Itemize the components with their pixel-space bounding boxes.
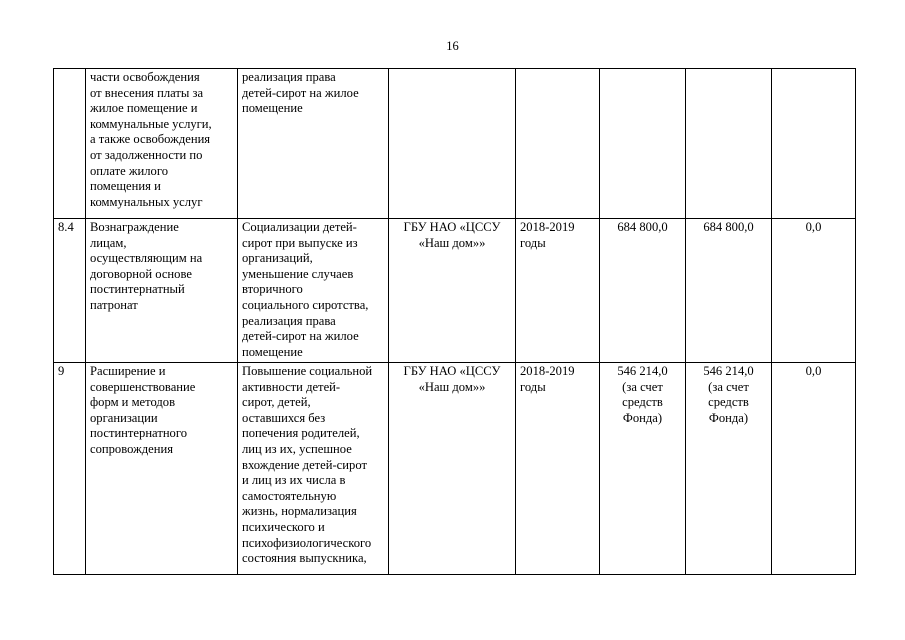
cell-text-line: 684 800,0 xyxy=(617,220,668,234)
cell-text-line: 2018-2019 xyxy=(520,364,575,378)
cell-number xyxy=(54,69,86,219)
cell-text-line: договорной основе xyxy=(90,266,192,281)
cell-text-line: 546 214,0 xyxy=(617,364,668,378)
cell-text-line: сирот при выпуске из xyxy=(242,235,358,250)
page-number: 16 xyxy=(446,39,459,53)
cell-text-line: помещение xyxy=(242,101,303,116)
cell-expected-result xyxy=(238,69,389,219)
cell-budget-funding xyxy=(686,219,772,363)
cell-text-line: средств xyxy=(708,395,749,410)
cell-text-line: 0,0 xyxy=(805,364,822,378)
cell-text-line: лиц из их, успешное xyxy=(242,441,352,456)
cell-text-line: организации xyxy=(90,410,158,425)
cell-text-line: 0,0 xyxy=(805,220,822,234)
cell-text-line: ГБУ НАО «ЦССУ xyxy=(403,220,501,234)
cell-total-funding xyxy=(600,69,686,219)
cell-text-line: помещения и xyxy=(90,179,161,194)
cell-text-line: части освобождения xyxy=(90,70,200,84)
cell-text-line: 546 214,0 xyxy=(703,364,754,378)
cell-text-line: Повышение социальной xyxy=(242,364,373,378)
cell-text-line: от внесения платы за xyxy=(90,85,204,100)
cell-text-line: помещение xyxy=(242,344,303,359)
cell-text-line: форм и методов xyxy=(90,395,176,410)
cell-text-line: годы xyxy=(520,235,546,250)
cell-text-line: ГБУ НАО «ЦССУ xyxy=(403,364,501,378)
cell-text-line: лицам, xyxy=(90,235,127,250)
cell-text-line: 2018-2019 xyxy=(520,220,575,234)
table-body xyxy=(54,69,856,575)
cell-text-line: «Наш дом»» xyxy=(418,379,486,394)
cell-expected-result xyxy=(238,363,389,575)
cell-other-funding xyxy=(772,219,856,363)
cell-measure-name xyxy=(86,69,238,219)
cell-text-line: Расширение и xyxy=(90,364,166,378)
table-row xyxy=(54,219,856,363)
cell-text-line: оставшихся без xyxy=(242,410,326,425)
cell-text-line: постинтернатный xyxy=(90,282,185,297)
cell-text-line: совершенствование xyxy=(90,379,196,394)
cell-expected-result xyxy=(238,219,389,363)
cell-text-line: (за счет xyxy=(622,379,663,394)
cell-text-line: 684 800,0 xyxy=(703,220,754,234)
cell-text-line: сирот, детей, xyxy=(242,395,311,410)
cell-text-line: уменьшение случаев xyxy=(242,266,354,281)
cell-text-line: Вознаграждение xyxy=(90,220,179,234)
cell-text-line: психического и xyxy=(242,519,325,534)
cell-text-line: «Наш дом»» xyxy=(418,235,486,250)
cell-other-funding xyxy=(772,69,856,219)
cell-budget-funding xyxy=(686,69,772,219)
cell-executor xyxy=(389,219,516,363)
cell-executor xyxy=(389,69,516,219)
cell-total-funding xyxy=(600,363,686,575)
cell-text-line: самостоятельную xyxy=(242,488,337,503)
cell-number: 9 xyxy=(54,363,86,575)
cell-measure-name xyxy=(86,219,238,363)
cell-period xyxy=(516,69,600,219)
cell-other-funding xyxy=(772,363,856,575)
cell-text-line: Социализации детей- xyxy=(242,220,357,234)
cell-text-line: коммунальные услуги, xyxy=(90,116,212,131)
cell-text-line: вторичного xyxy=(242,282,303,297)
cell-text-line: психофизиологического xyxy=(242,535,372,550)
table-row xyxy=(54,363,856,575)
cell-text-line: от задолженности по xyxy=(90,147,203,162)
cell-text-line: осуществляющим на xyxy=(90,251,203,266)
cell-text-line: Фонда) xyxy=(622,410,663,425)
program-measures-table xyxy=(53,68,856,575)
cell-text-line: постинтернатного xyxy=(90,426,188,441)
table-row xyxy=(54,69,856,219)
cell-measure-name xyxy=(86,363,238,575)
cell-period xyxy=(516,363,600,575)
cell-text-line: состояния выпускника, xyxy=(242,551,367,566)
cell-text-line: социального сиротства, xyxy=(242,297,369,312)
cell-text-line: и лиц из их числа в xyxy=(242,473,346,488)
cell-number: 8.4 xyxy=(54,219,86,363)
cell-text-line: детей-сирот на жилое xyxy=(242,329,359,344)
cell-total-funding xyxy=(600,219,686,363)
cell-period xyxy=(516,219,600,363)
cell-text-line: оплате жилого xyxy=(90,163,168,178)
cell-text-line: попечения родителей, xyxy=(242,426,360,441)
cell-text-line: средств xyxy=(622,395,663,410)
cell-text-line: вхождение детей-сирот xyxy=(242,457,367,472)
cell-text-line: реализация права xyxy=(242,70,336,84)
cell-text-line: а также освобождения xyxy=(90,132,211,147)
cell-text-line: годы xyxy=(520,379,546,394)
cell-text-line: детей-сирот на жилое xyxy=(242,85,359,100)
cell-text-line: жилое помещение и xyxy=(90,101,198,116)
cell-text-line: реализация права xyxy=(242,313,336,328)
cell-text-line: сопровождения xyxy=(90,441,174,456)
cell-executor xyxy=(389,363,516,575)
cell-text-line: (за счет xyxy=(708,379,749,394)
cell-text-line: организаций, xyxy=(242,251,313,266)
cell-text-line: патронат xyxy=(90,297,138,312)
cell-budget-funding xyxy=(686,363,772,575)
cell-text-line: Фонда) xyxy=(708,410,749,425)
cell-text-line: коммунальных услуг xyxy=(90,194,203,209)
cell-text-line: активности детей- xyxy=(242,379,341,394)
cell-text-line: жизнь, нормализация xyxy=(242,504,357,519)
